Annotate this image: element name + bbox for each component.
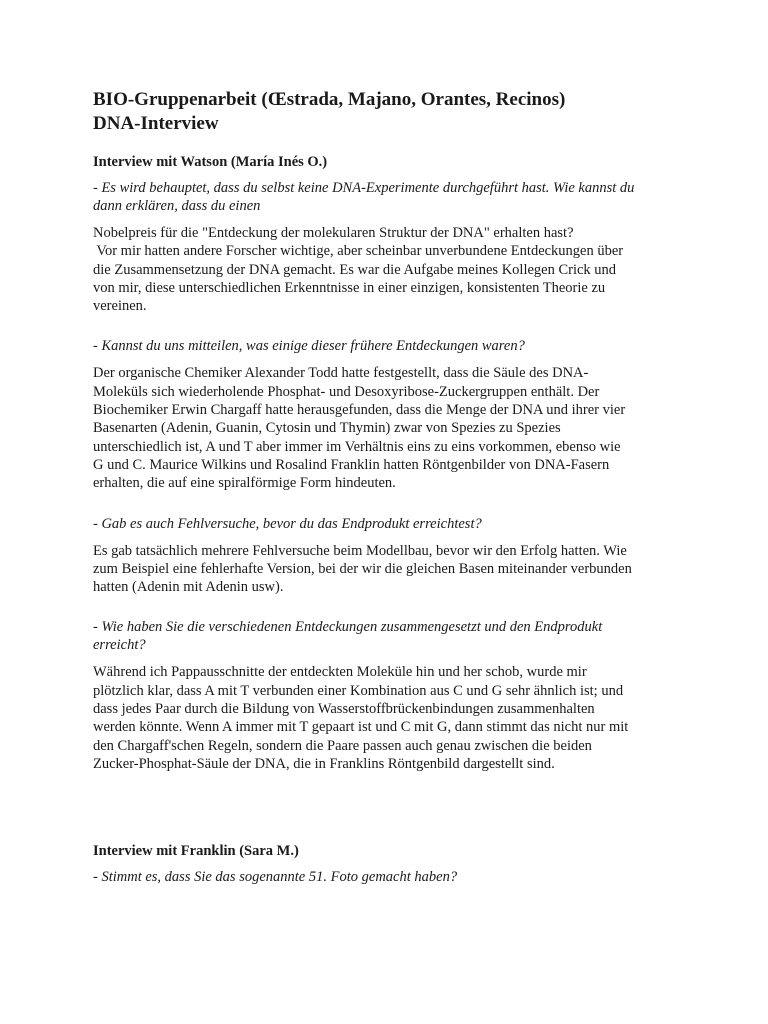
answer-line: Es gab tatsächlich mehrere Fehlversuche beim Modellbau, bevor wir den Erfolg hatten. Wie bbox=[93, 542, 627, 559]
answer-line: erhalten, die auf eine spiralförmige Form hindeuten. bbox=[93, 475, 396, 492]
watson-answer-1 bbox=[93, 224, 683, 315]
franklin-question-1: - Stimmt es, dass Sie das sogenannte 51. Foto gemacht haben? bbox=[93, 869, 458, 886]
watson-question-4-line-2: erreicht? bbox=[93, 637, 146, 654]
answer-line: Vor mir hatten andere Forscher wichtige, aber scheinbar unverbundene Entdeckungen über bbox=[93, 243, 624, 260]
section-spacer bbox=[93, 794, 683, 842]
interview-franklin-section bbox=[93, 842, 683, 886]
document-page bbox=[93, 88, 683, 895]
answer-line: Zucker-Phosphat-Säule der DNA, die in Franklins Röntgenbild dargestellt sind. bbox=[93, 755, 555, 772]
answer-line: Der organische Chemiker Alexander Todd hatte festgestellt, dass die Säule des DNA- bbox=[93, 365, 589, 382]
watson-answer-2 bbox=[93, 364, 683, 492]
answer-line: Basenarten (Adenin, Guanin, Cytosin und Thymin) zwar von Spezies zu Spezies bbox=[93, 420, 561, 437]
answer-line: hatten (Adenin mit Adenin usw). bbox=[93, 579, 284, 596]
watson-question-4 bbox=[93, 618, 683, 654]
interview-watson-section bbox=[93, 153, 683, 773]
interview-franklin-heading: Interview mit Franklin (Sara M.) bbox=[93, 843, 299, 860]
watson-question-1 bbox=[93, 179, 683, 215]
answer-line: Moleküls sich wiederholende Phosphat- und Desoxyribose-Zuckergruppen enthält. Der bbox=[93, 383, 600, 400]
answer-line: Während ich Pappausschnitte der entdeckten Moleküle hin und her schob, wurde mir bbox=[93, 664, 587, 681]
watson-question-1-line-2: dann erklären, dass du einen bbox=[93, 198, 261, 214]
answer-line: unterschiedlich ist, A und T aber immer im Verhältnis eins zu eins vorkommen, ebenso wie bbox=[93, 438, 621, 455]
watson-answer-4 bbox=[93, 663, 683, 773]
watson-answer-3 bbox=[93, 542, 683, 597]
document-title bbox=[93, 88, 683, 136]
watson-question-2: - Kannst du uns mitteilen, was einige dieser frühere Entdeckungen waren? bbox=[93, 338, 525, 355]
interview-watson-heading: Interview mit Watson (María Inés O.) bbox=[93, 154, 328, 170]
answer-line: Nobelpreis für die "Entdeckung der molekularen Struktur der DNA" erhalten hast? bbox=[93, 225, 574, 241]
title-line-1: BIO-Gruppenarbeit (Œstrada, Majano, Orantes, Recinos) bbox=[93, 89, 566, 110]
answer-line: werden könnte. Wenn A immer mit T gepaart ist und C mit G, dann stimmt das nicht nur mit bbox=[93, 719, 629, 736]
answer-line: zum Beispiel eine fehlerhafte Version, bei der wir die gleichen Basen miteinander verbunden bbox=[93, 560, 632, 577]
answer-line: von mir, diese unterschiedlichen Erkenntnisse in einer einzigen, konsistenten Theorie zu bbox=[93, 279, 606, 296]
watson-question-3: - Gab es auch Fehlversuche, bevor du das Endprodukt erreichtest? bbox=[93, 515, 482, 532]
watson-question-1-line-1: - Es wird behauptet, dass du selbst keine DNA-Experimente durchgeführt hast. Wie kannst du bbox=[93, 180, 635, 196]
answer-line: G und C. Maurice Wilkins und Rosalind Franklin hatten Röntgenbilder von DNA-Fasern bbox=[93, 456, 610, 473]
answer-line: vereinen. bbox=[93, 298, 147, 315]
answer-line: Biochemiker Erwin Chargaff hatte herausgefunden, dass die Menge der DNA und ihrer vier bbox=[93, 402, 626, 419]
answer-line: plötzlich klar, dass A mit T verbunden einer Kombination aus C und G sehr ähnlich ist; und bbox=[93, 682, 624, 699]
answer-line: dass jedes Paar durch die Bildung von Wasserstoffbrückenbindungen zusammenhalten bbox=[93, 701, 595, 718]
title-line-2: DNA-Interview bbox=[93, 113, 219, 134]
answer-line: den Chargaff'schen Regeln, sondern die Paare passen auch genau zwischen die beiden bbox=[93, 737, 592, 754]
answer-line: die Zusammensetzung der DNA gemacht. Es war die Aufgabe meines Kollegen Crick und bbox=[93, 261, 617, 278]
watson-question-4-line-1: - Wie haben Sie die verschiedenen Entdeckungen zusammengesetzt und den Endprodukt bbox=[93, 619, 603, 636]
